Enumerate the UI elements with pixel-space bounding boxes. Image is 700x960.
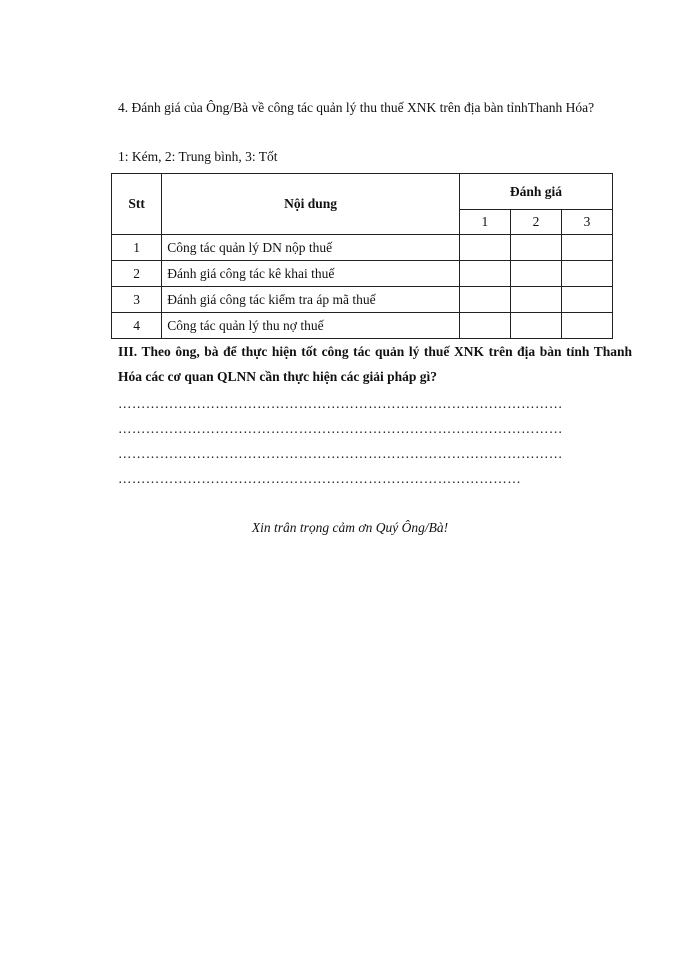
table-row (112, 261, 613, 287)
row-stt: 4 (112, 313, 162, 339)
rating-cell-2[interactable] (510, 287, 561, 313)
rating-cell-3[interactable] (561, 261, 612, 287)
closing-thanks: Xin trân trọng cảm ơn Quý Ông/Bà! (251, 520, 449, 535)
table-header-row (112, 174, 613, 210)
answer-line[interactable]: …………………………………………………………………………… (118, 471, 522, 486)
header-rating: Đánh giá (459, 174, 612, 210)
evaluation-table (111, 173, 613, 339)
row-content: Đánh giá công tác kê khai thuế (162, 261, 460, 287)
question-4-text: 4. Đánh giá của Ông/Bà về công tác quản lý thu thuế XNK trên địa bàn tỉnhThanh Hóa? (118, 100, 595, 115)
rating-cell-3[interactable] (561, 235, 612, 261)
row-content: Công tác quản lý DN nộp thuế (162, 235, 460, 261)
section-3-question: III. Theo ông, bà để thực hiện tốt công tác quản lý thuế XNK trên địa bàn tỉnh Thanh Hóa các cơ quan QLNN cần thực hiện các giải pháp gì? (118, 344, 632, 384)
table-row (112, 235, 613, 261)
table-row (112, 287, 613, 313)
answer-line[interactable]: …………………………………………………………………………………… (118, 446, 563, 461)
header-stt: Stt (112, 174, 162, 235)
row-stt: 2 (112, 261, 162, 287)
rating-cell-1[interactable] (459, 313, 510, 339)
row-content: Công tác quản lý thu nợ thuế (162, 313, 460, 339)
rating-level-1: 1 (459, 210, 510, 235)
row-stt: 1 (112, 235, 162, 261)
rating-cell-2[interactable] (510, 313, 561, 339)
rating-cell-1[interactable] (459, 261, 510, 287)
header-content: Nội dung (162, 174, 460, 235)
rating-cell-2[interactable] (510, 261, 561, 287)
rating-level-3: 3 (561, 210, 612, 235)
rating-cell-1[interactable] (459, 287, 510, 313)
rating-scale-legend: 1: Kém, 2: Trung bình, 3: Tốt (118, 149, 278, 164)
rating-level-2: 2 (510, 210, 561, 235)
row-stt: 3 (112, 287, 162, 313)
answer-line[interactable]: …………………………………………………………………………………… (118, 396, 563, 411)
rating-cell-2[interactable] (510, 235, 561, 261)
rating-cell-3[interactable] (561, 313, 612, 339)
rating-cell-3[interactable] (561, 287, 612, 313)
answer-line[interactable]: …………………………………………………………………………………… (118, 421, 563, 436)
rating-cell-1[interactable] (459, 235, 510, 261)
table-row (112, 313, 613, 339)
row-content: Đánh giá công tác kiểm tra áp mã thuế (162, 287, 460, 313)
